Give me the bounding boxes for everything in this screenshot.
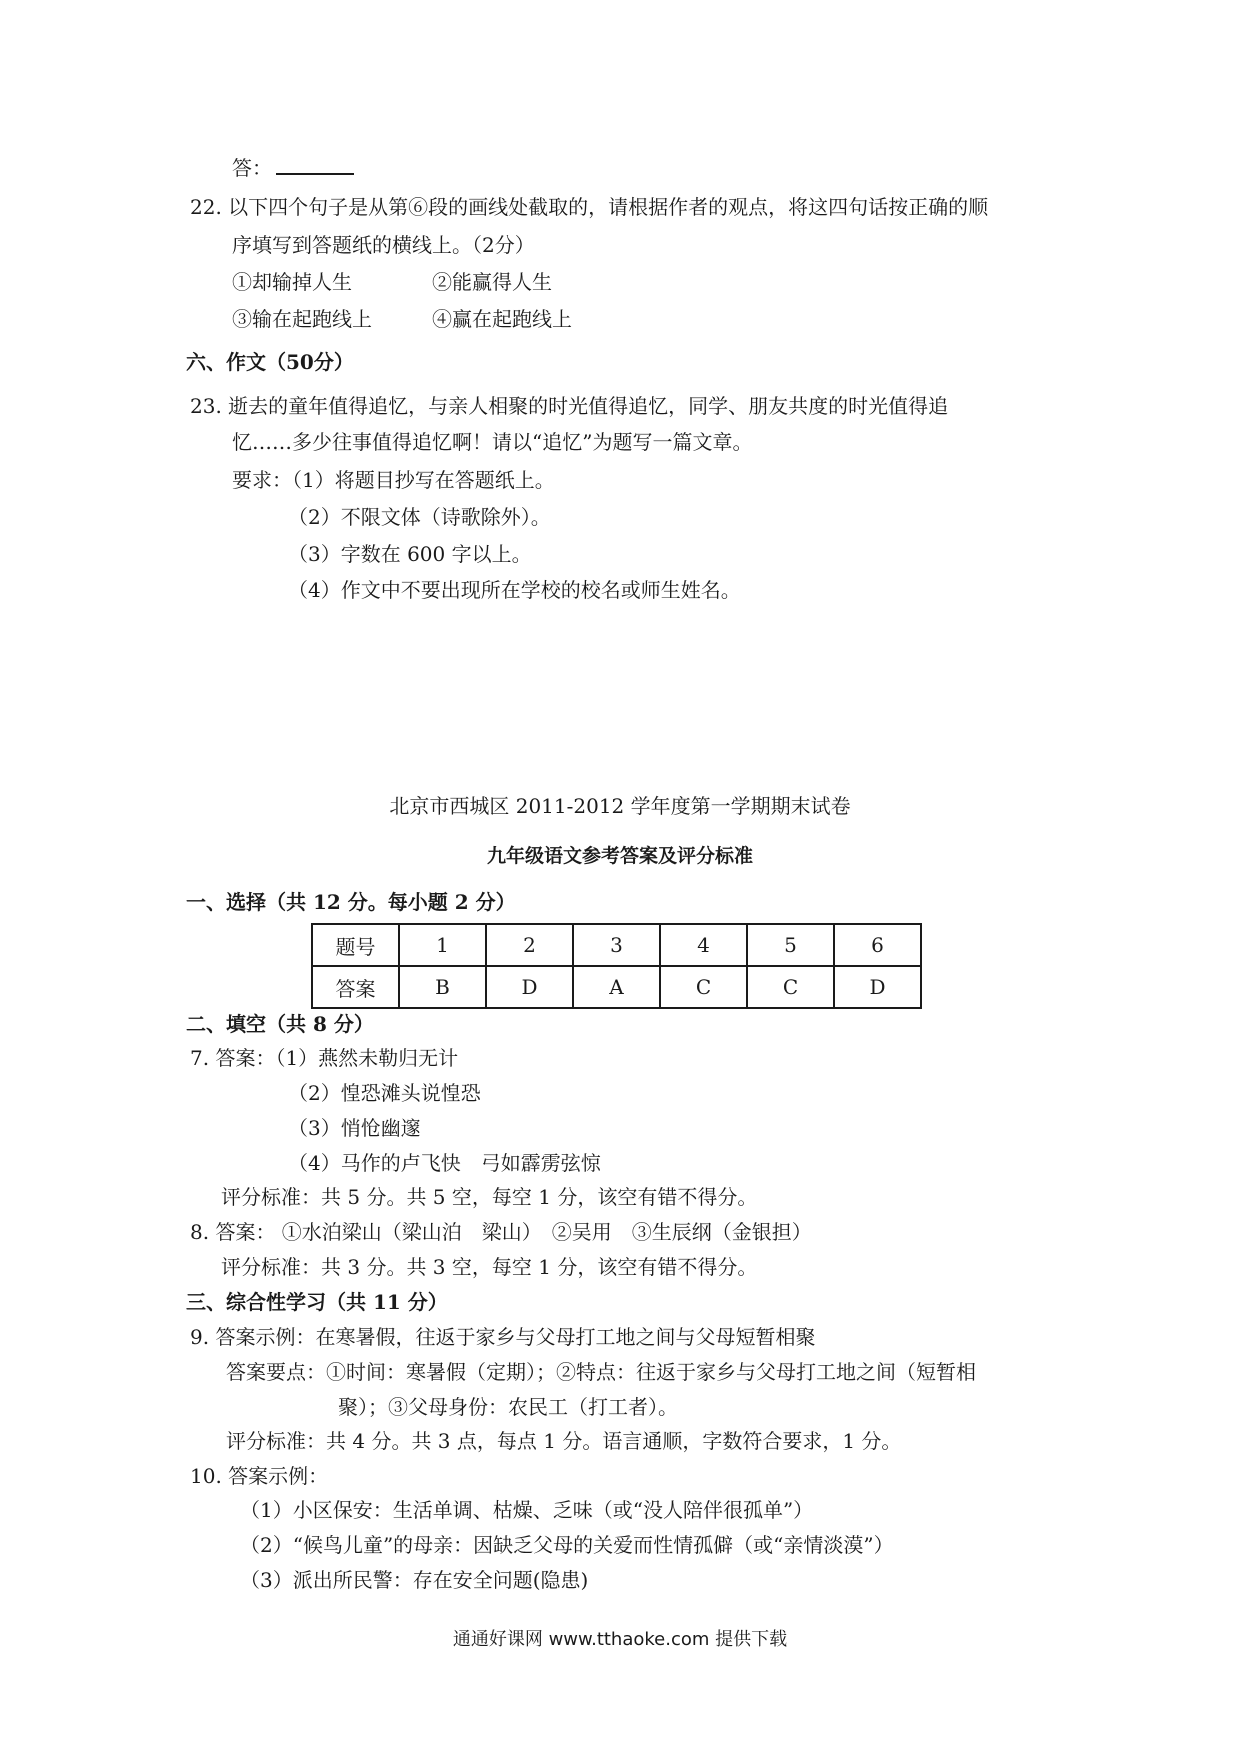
table-row [312,966,921,1008]
q7-answer-3: （3）悄怆幽邃 [288,1116,421,1140]
q10-item-1: （1）小区保安：生活单调、枯燥、乏味（或“没人陪伴很孤单”） [240,1498,814,1522]
table-cell: B [399,966,486,1008]
q23-req3: （3）字数在 600 字以上。 [288,542,532,566]
answer-blank [276,155,354,175]
q23-req4: （4）作文中不要出现所在学校的校名或师生姓名。 [288,578,741,602]
q9-scoring: 评分标准：共 4 分。共 3 点，每点 1 分。语言通顺，字数符合要求，1 分。 [226,1429,902,1453]
answer-label: 答： [232,156,272,180]
q9-example: 9. 答案示例：在寒暑假，往返于家乡与父母打工地之间与父母短暂相聚 [190,1325,816,1349]
table-row [312,924,921,966]
table-cell: 5 [747,924,834,966]
table-cell: C [660,966,747,1008]
q9-points-line1: 答案要点：①时间：寒暑假（定期）；②特点：往返于家乡与父母打工地之间（短暂相 [226,1360,976,1384]
answer-table [311,923,922,1009]
q22-option-2: ②能赢得人生 [432,270,552,294]
section-1-heading: 一、选择（共 12 分。每小题 2 分） [186,890,516,914]
answers-subtitle: 九年级语文参考答案及评分标准 [486,845,753,867]
q9-points-line2: 聚）；③父母身份：农民工（打工者）。 [338,1395,678,1419]
q22-option-3: ③输在起跑线上 [232,307,372,331]
q10-example: 10. 答案示例： [190,1464,329,1488]
table-cell: D [834,966,921,1008]
table-cell: 2 [486,924,573,966]
table-cell: 3 [573,924,660,966]
q22-options-row2 [232,305,572,333]
section-6-heading: 六、作文（50分） [186,350,354,374]
q7-answer-4: （4）马作的卢飞快 弓如霹雳弦惊 [288,1151,601,1175]
table-header-cell: 答案 [312,966,399,1008]
table-cell: 4 [660,924,747,966]
table-cell: C [747,966,834,1008]
table-cell: 6 [834,924,921,966]
q10-item-3: （3）派出所民警：存在安全问题(隐患) [240,1568,589,1592]
table-cell: 1 [399,924,486,966]
q8-answer: 8. 答案： ①水泊梁山（梁山泊 梁山） ②吴用 ③生辰纲（金银担） [190,1220,812,1244]
q22-line2: 序填写到答题纸的横线上。（2分） [232,233,535,257]
q10-item-2: （2）“候鸟儿童”的母亲：因缺乏父母的关爱而性情孤僻（或“亲情淡漠”） [240,1533,894,1557]
q22-line1: 22. 以下四个句子是从第⑥段的画线处截取的，请根据作者的观点，将这四句话按正确的顺 [190,195,989,219]
q23-line2: 忆……多少往事值得追忆啊！请以“追忆”为题写一篇文章。 [232,430,753,454]
q7-scoring: 评分标准：共 5 分。共 5 空，每空 1 分，该空有错不得分。 [221,1185,758,1209]
table-cell: A [573,966,660,1008]
q22-option-1: ①却输掉人生 [232,270,352,294]
q23-req1: 要求：（1）将题目抄写在答题纸上。 [232,468,555,492]
table-header-cell: 题号 [312,924,399,966]
answer-line [232,154,354,182]
q7-answer-1: 7. 答案：（1）燕然未勒归无计 [190,1046,459,1070]
table-cell: D [486,966,573,1008]
q22-option-4: ④赢在起跑线上 [432,307,572,331]
q23-line1: 23. 逝去的童年值得追忆，与亲人相聚的时光值得追忆，同学、朋友共度的时光值得追 [190,394,949,418]
q22-options-row1 [232,268,552,296]
q8-scoring: 评分标准：共 3 分。共 3 空，每空 1 分，该空有错不得分。 [221,1255,758,1279]
q23-req2: （2）不限文体（诗歌除外）。 [288,505,551,529]
section-2-heading: 二、填空（共 8 分） [186,1012,374,1036]
answers-title: 北京市西城区 2011-2012 学年度第一学期期末试卷 [389,794,851,818]
q7-answer-2: （2）惶恐滩头说惶恐 [288,1081,481,1105]
section-3-heading: 三、综合性学习（共 11 分） [186,1290,448,1314]
footer-source: 通通好课网 www.tthaoke.com 提供下载 [452,1629,788,1650]
